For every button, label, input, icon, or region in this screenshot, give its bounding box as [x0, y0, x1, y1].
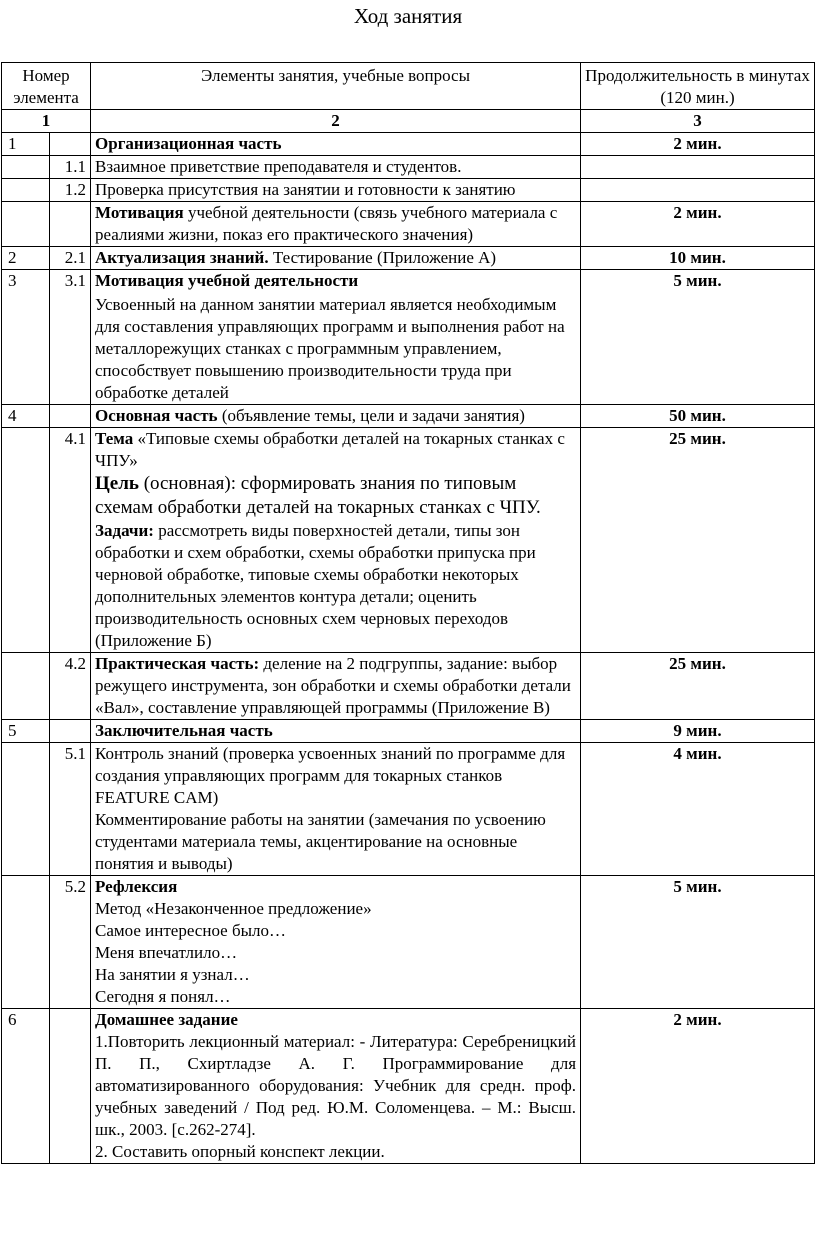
element-content: Организационная часть — [91, 133, 581, 156]
table-row — [2, 270, 815, 405]
element-content: Практическая часть: деление на 2 подгруппы, задание: выбор режущего инструмента, зон обработки и схемы обработки детали «Вал», составление управляющей программы (Приложение В) — [91, 653, 581, 720]
table-row — [2, 405, 815, 428]
element-number: 3 — [2, 270, 50, 405]
column-numbers-row — [2, 110, 815, 133]
element-content: Тема «Типовые схемы обработки деталей на токарных станках с ЧПУ» Цель (основная): сформировать знания по типовым схемам обработки деталей на токарных станках с ЧПУ. Задачи: рассмотреть виды поверхностей детали, типы зон обработки и схем обработки, схемы обработки припуска при черновой обработке, типовые схемы обработки некоторых дополнительных элементов контура детали; оценить производительность основных схем черновых переходов (Приложение Б) — [91, 428, 581, 653]
column-number: 1 — [2, 110, 91, 133]
element-content: Основная часть (объявление темы, цели и задачи занятия) — [91, 405, 581, 428]
element-number: 5 — [2, 720, 50, 743]
table-row — [2, 743, 815, 876]
sub-number: 1.1 — [50, 156, 91, 179]
element-content: Проверка присутствия на занятии и готовности к занятию — [91, 179, 581, 202]
table-row — [2, 133, 815, 156]
table-row — [2, 653, 815, 720]
element-number: 1 — [2, 133, 50, 156]
lesson-plan-table — [1, 62, 815, 1164]
duration: 2 мин. — [581, 133, 815, 156]
duration: 25 мин. — [581, 428, 815, 653]
table-row — [2, 156, 815, 179]
sub-number: 4.1 — [50, 428, 91, 653]
header-duration: Продолжительность в минутах (120 мин.) — [581, 63, 815, 110]
element-number: 4 — [2, 405, 50, 428]
element-number: 2 — [2, 247, 50, 270]
duration: 25 мин. — [581, 653, 815, 720]
table-row — [2, 876, 815, 1009]
duration: 2 мин. — [581, 202, 815, 247]
duration: 50 мин. — [581, 405, 815, 428]
duration: 9 мин. — [581, 720, 815, 743]
table-header-row — [2, 63, 815, 110]
sub-number: 4.2 — [50, 653, 91, 720]
sub-number — [50, 133, 91, 156]
element-number: 6 — [2, 1009, 50, 1164]
element-content: Домашнее задание 1.Повторить лекционный материал: - Литература: Серебреницкий П. П., Схиртладзе А. Г. Программирование для автоматизированного оборудования: Учебник для средн. проф. учебных заведений / Под ред. Ю.М. Соломенцева. – М.: Высш. шк., 2003. [с.262-274]. 2. Составить опорный конспект лекции. — [91, 1009, 581, 1164]
element-content: Заключительная часть — [91, 720, 581, 743]
column-number: 2 — [91, 110, 581, 133]
table-row — [2, 247, 815, 270]
element-content: Мотивация учебной деятельности Усвоенный на данном занятии материал является необходимым для составления управляющих программ и выполнения работ на металлорежущих станках с программным управлением, способствует повышению производительности труда при обработке деталей — [91, 270, 581, 405]
element-content: Рефлексия Метод «Незаконченное предложение» Самое интересное было… Меня впечатлило… На занятии я узнал… Сегодня я понял… — [91, 876, 581, 1009]
element-content: Актуализация знаний. Тестирование (Приложение А) — [91, 247, 581, 270]
duration: 5 мин. — [581, 876, 815, 1009]
table-row — [2, 179, 815, 202]
table-row — [2, 1009, 815, 1164]
element-content: Мотивация учебной деятельности (связь учебного материала с реалиями жизни, показ его практического значения) — [91, 202, 581, 247]
element-content: Контроль знаний (проверка усвоенных знаний по программе для создания управляющих программ для токарных станков FEATURE CAM) Комментирование работы на занятии (замечания по усвоению студентами материала темы, акцентирование на основные понятия и выводы) — [91, 743, 581, 876]
column-number: 3 — [581, 110, 815, 133]
header-elements: Элементы занятия, учебные вопросы — [91, 63, 581, 110]
duration: 5 мин. — [581, 270, 815, 405]
header-element-number: Номер элемента — [2, 63, 91, 110]
sub-number: 2.1 — [50, 247, 91, 270]
table-row — [2, 428, 815, 653]
sub-number: 1.2 — [50, 179, 91, 202]
duration: 4 мин. — [581, 743, 815, 876]
sub-number: 5.1 — [50, 743, 91, 876]
sub-number: 3.1 — [50, 270, 91, 405]
sub-number: 5.2 — [50, 876, 91, 1009]
duration: 10 мин. — [581, 247, 815, 270]
page-title: Ход занятия — [353, 4, 463, 28]
element-content: Взаимное приветствие преподавателя и студентов. — [91, 156, 581, 179]
duration: 2 мин. — [581, 1009, 815, 1164]
table-row — [2, 202, 815, 247]
table-row — [2, 720, 815, 743]
